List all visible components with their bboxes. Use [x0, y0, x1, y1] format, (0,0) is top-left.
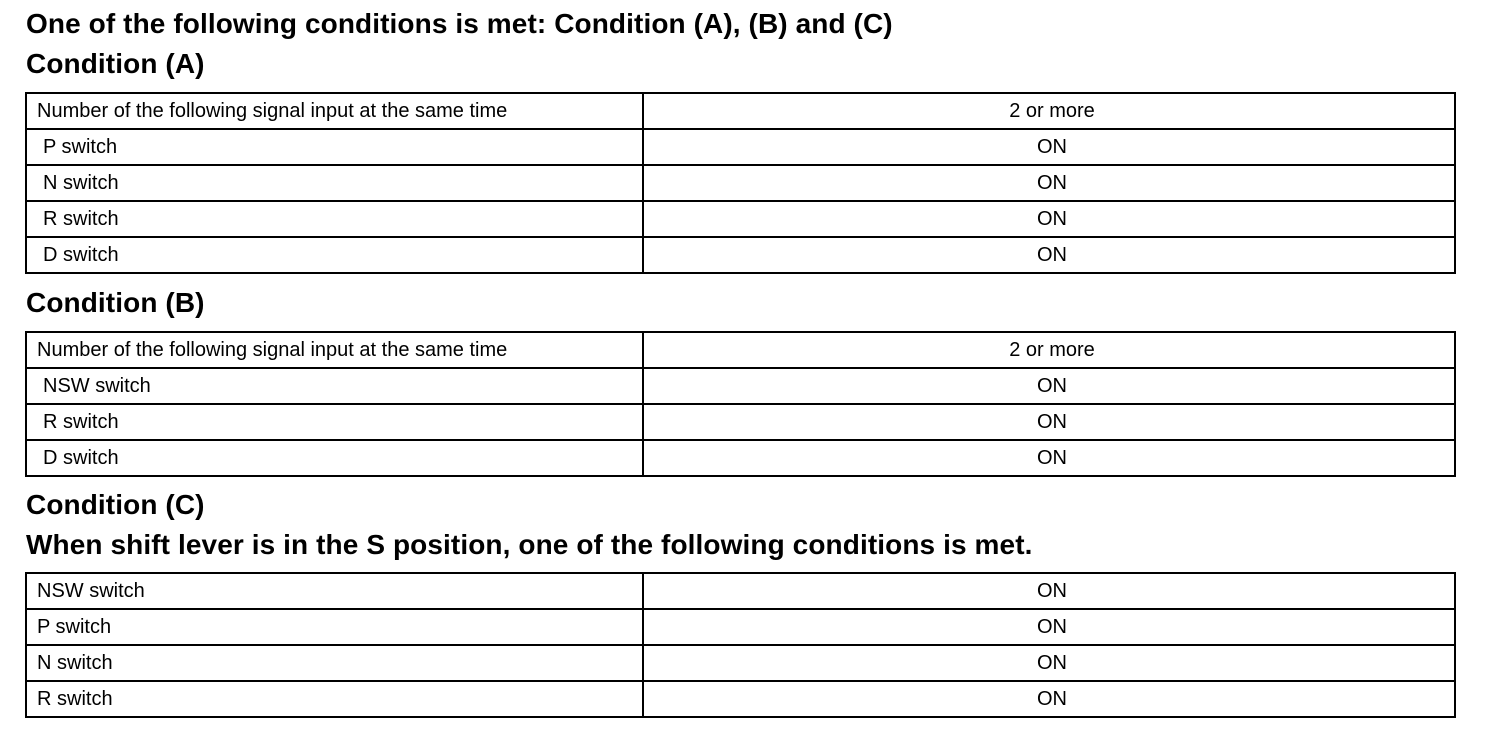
signal-value-cell: ON [643, 681, 1455, 717]
table-header-row [26, 93, 1455, 129]
signal-value-cell: ON [643, 404, 1455, 440]
table-row [26, 573, 1455, 609]
signal-name-cell: P switch [26, 609, 643, 645]
signal-value-cell: ON [643, 368, 1455, 404]
signal-name-cell: D switch [26, 440, 643, 476]
header-name-cell: Number of the following signal input at the same time [26, 93, 643, 129]
signal-name-cell: R switch [26, 404, 643, 440]
signal-name-cell: R switch [26, 681, 643, 717]
header-value-cell: 2 or more [643, 93, 1455, 129]
intro-heading: One of the following conditions is met: Condition (A), (B) and (C) [26, 8, 893, 39]
signal-value-cell: ON [643, 165, 1455, 201]
signal-value-cell: ON [643, 573, 1455, 609]
table-row [26, 368, 1455, 404]
signal-name-cell: NSW switch [26, 573, 643, 609]
table-row [26, 645, 1455, 681]
condition-c-title: Condition (C) [26, 489, 205, 520]
signal-name-cell: D switch [26, 237, 643, 273]
table-row [26, 681, 1455, 717]
table-row [26, 609, 1455, 645]
signal-name-cell: N switch [26, 165, 643, 201]
table-row [26, 404, 1455, 440]
condition-b-table [25, 331, 1456, 477]
condition-c-subtitle: When shift lever is in the S position, one of the following conditions is met. [26, 529, 1033, 560]
signal-value-cell: ON [643, 201, 1455, 237]
condition-a-table [25, 92, 1456, 274]
signal-value-cell: ON [643, 237, 1455, 273]
condition-b-title: Condition (B) [26, 287, 205, 318]
condition-c-table [25, 572, 1456, 718]
signal-name-cell: R switch [26, 201, 643, 237]
signal-value-cell: ON [643, 129, 1455, 165]
signal-value-cell: ON [643, 645, 1455, 681]
header-name-cell: Number of the following signal input at the same time [26, 332, 643, 368]
signal-value-cell: ON [643, 609, 1455, 645]
signal-name-cell: P switch [26, 129, 643, 165]
signal-value-cell: ON [643, 440, 1455, 476]
table-header-row [26, 332, 1455, 368]
signal-name-cell: NSW switch [26, 368, 643, 404]
table-row [26, 201, 1455, 237]
table-row [26, 237, 1455, 273]
condition-a-title: Condition (A) [26, 48, 205, 79]
table-row [26, 165, 1455, 201]
table-row [26, 440, 1455, 476]
signal-name-cell: N switch [26, 645, 643, 681]
header-value-cell: 2 or more [643, 332, 1455, 368]
table-row [26, 129, 1455, 165]
